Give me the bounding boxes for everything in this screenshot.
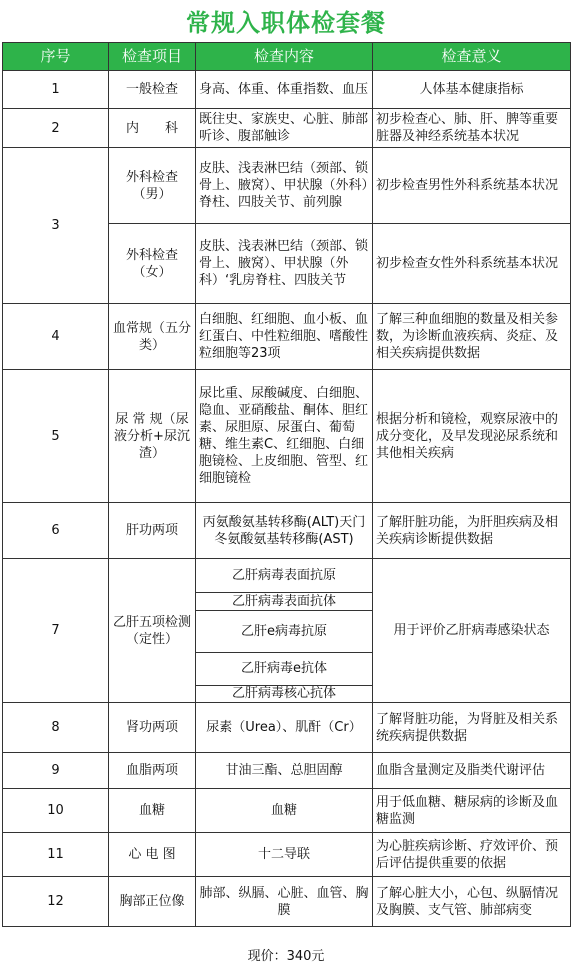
row-item: 乙肝五项检测（定性） (109, 559, 196, 703)
table-header-row (3, 43, 571, 71)
row-content: 尿比重、尿酸碱度、白细胞、隐血、亚硝酸盐、酮体、胆红素、尿胆原、尿蛋白、葡萄糖、维生素C、红细胞、白细胞镜检、上皮细胞、管型、红细胞镜检 (196, 370, 373, 503)
row-meaning: 初步检查男性外科系统基本状况 (373, 148, 571, 224)
row-meaning: 初步检查心、肺、肝、脾等重要脏器及神经系统基本状况 (373, 109, 571, 148)
row-item: 外科检查（女） (109, 224, 196, 304)
table-row (3, 503, 571, 559)
row-meaning: 血脂含量测定及脂类代谢评估 (373, 753, 571, 789)
row-item: 血糖 (109, 789, 196, 833)
table-row (3, 304, 571, 370)
table-row (3, 877, 571, 927)
row-item: 外科检查（男） (109, 148, 196, 224)
row-item: 胸部正位像 (109, 877, 196, 927)
row-no: 10 (3, 789, 109, 833)
row-content: 尿素（Urea）、肌酐（Cr） (196, 703, 373, 753)
row-no: 7 (3, 559, 109, 703)
row-item: 肾功两项 (109, 703, 196, 753)
table-row (3, 559, 571, 593)
row-item: 心 电 图 (109, 833, 196, 877)
row-no: 4 (3, 304, 109, 370)
row-sub-content: 乙肝病毒表面抗原 (196, 559, 373, 593)
row-sub-content: 乙肝病毒e抗体 (196, 653, 373, 686)
row-no: 5 (3, 370, 109, 503)
row-item: 一般检查 (109, 71, 196, 109)
row-no: 9 (3, 753, 109, 789)
table-row (3, 109, 571, 148)
row-meaning: 初步检查女性外科系统基本状况 (373, 224, 571, 304)
row-content: 身高、体重、体重指数、血压 (196, 71, 373, 109)
row-content: 十二导联 (196, 833, 373, 877)
row-no: 1 (3, 71, 109, 109)
row-content: 甘油三酯、总胆固醇 (196, 753, 373, 789)
row-no: 11 (3, 833, 109, 877)
table-row (3, 703, 571, 753)
row-meaning: 为心脏疾病诊断、疗效评价、预后评估提供重要的依据 (373, 833, 571, 877)
price-label: 现价：340元 (247, 949, 325, 964)
row-content: 白细胞、红细胞、血小板、血红蛋白、中性粒细胞、嗜酸性粒细胞等23项 (196, 304, 373, 370)
header-no: 序号 (3, 43, 109, 71)
row-item: 血常规（五分类） (109, 304, 196, 370)
row-meaning: 了解心脏大小，心包、纵膈情况及胸膜、支气管、肺部病变 (373, 877, 571, 927)
row-no: 3 (3, 148, 109, 304)
row-meaning: 用于低血糖、糖尿病的诊断及血糖监测 (373, 789, 571, 833)
table-row (3, 789, 571, 833)
table-row (3, 833, 571, 877)
row-meaning: 了解肝脏功能，为肝胆疾病及相关疾病诊断提供数据 (373, 503, 571, 559)
row-content: 皮肤、浅表淋巴结（颈部、锁骨上、腋窝）、甲状腺（外科）脊柱、四肢关节、前列腺 (196, 148, 373, 224)
row-no: 6 (3, 503, 109, 559)
row-content: 血糖 (196, 789, 373, 833)
header-meaning: 检查意义 (373, 43, 571, 71)
row-content: 丙氨酸氨基转移酶(ALT)天门冬氨酸氨基转移酶(AST) (196, 503, 373, 559)
row-meaning: 用于评价乙肝病毒感染状态 (373, 559, 571, 703)
row-meaning: 了解三种血细胞的数量及相关参数，为诊断血液疾病、炎症、及相关疾病提供数据 (373, 304, 571, 370)
row-no: 2 (3, 109, 109, 148)
row-item: 尿 常 规（尿液分析+尿沉渣） (109, 370, 196, 503)
page-title: 常规入职体检套餐 (186, 9, 386, 37)
row-sub-content: 乙肝e病毒抗原 (196, 611, 373, 653)
row-item: 内 科 (109, 109, 196, 148)
row-meaning: 人体基本健康指标 (373, 71, 571, 109)
checkup-table (2, 42, 571, 927)
row-item: 血脂两项 (109, 753, 196, 789)
header-item: 检查项目 (109, 43, 196, 71)
row-no: 8 (3, 703, 109, 753)
table-row (3, 148, 571, 224)
row-sub-content: 乙肝病毒核心抗体 (196, 686, 373, 703)
table-row (3, 370, 571, 503)
row-item: 肝功两项 (109, 503, 196, 559)
row-meaning: 根据分析和镜检，观察尿液中的成分变化，及早发现泌尿系统和其他相关疾病 (373, 370, 571, 503)
header-content: 检查内容 (196, 43, 373, 71)
table-row (3, 753, 571, 789)
row-content: 既往史、家族史、心脏、肺部听诊、腹部触诊 (196, 109, 373, 148)
row-content: 肺部、纵膈、心脏、血管、胸膜 (196, 877, 373, 927)
row-meaning: 了解肾脏功能，为肾脏及相关系统疾病提供数据 (373, 703, 571, 753)
table-row (3, 71, 571, 109)
row-sub-content: 乙肝病毒表面抗体 (196, 593, 373, 611)
row-no: 12 (3, 877, 109, 927)
row-content: 皮肤、浅表淋巴结（颈部、锁骨上、腋窝）、甲状腺（外科）‘乳房脊柱、四肢关节 (196, 224, 373, 304)
